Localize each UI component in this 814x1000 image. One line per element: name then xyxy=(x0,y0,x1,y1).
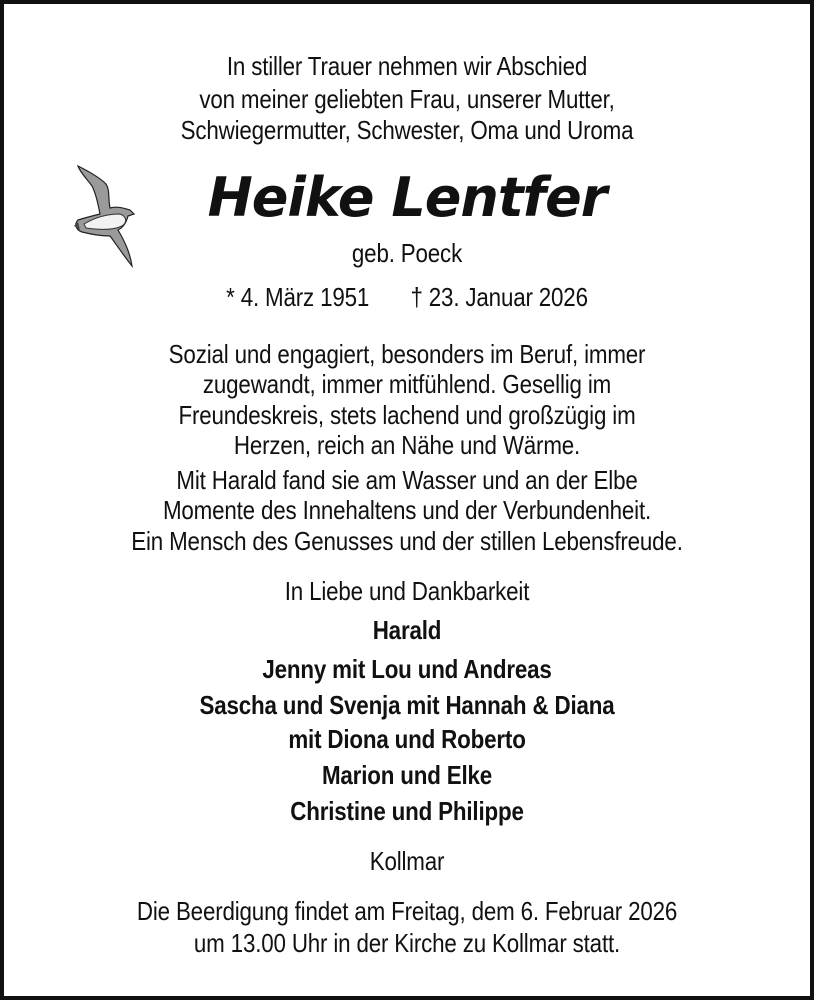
intro-line: In stiller Trauer nehmen wir Abschied xyxy=(226,51,588,81)
birth-date: * 4. März 1951 xyxy=(226,282,370,312)
tribute-line: Herzen, reich an Nähe und Wärme. xyxy=(233,430,581,460)
funeral-line: Die Beerdigung findet am Freitag, dem 6. Februar 2026 xyxy=(136,896,678,926)
mourner-line: Harald xyxy=(372,615,442,645)
mourner-line: Jenny mit Lou und Andreas xyxy=(262,654,552,684)
death-date: † 23. Januar 2026 xyxy=(410,282,588,312)
mourner-line: Sascha und Svenja mit Hannah & Diana xyxy=(199,690,615,720)
place: Kollmar xyxy=(369,846,445,876)
tribute-line: Ein Mensch des Genusses und der stillen Lebensfreude. xyxy=(131,526,683,556)
tribute-line: zugewandt, immer mitfühlend. Gesellig im xyxy=(202,369,612,399)
tribute-line: Freundeskreis, stets lachend und großzügig im xyxy=(178,400,636,430)
tribute-line: Momente des Innehaltens und der Verbundenheit. xyxy=(162,495,652,525)
intro-line: von meiner geliebten Frau, unserer Mutter, xyxy=(199,84,615,114)
life-dates xyxy=(60,282,753,313)
closing-phrase: In Liebe und Dankbarkeit xyxy=(284,576,530,606)
mourner-line: Christine und Philippe xyxy=(290,796,524,826)
mourner-line: mit Diona und Roberto xyxy=(288,724,526,754)
deceased-name: Heike Lentfer xyxy=(207,166,607,229)
tribute-line: Mit Harald fand sie am Wasser und an der Elbe xyxy=(176,465,638,495)
mourner-line: Marion und Elke xyxy=(321,760,493,790)
intro-line: Schwiegermutter, Schwester, Oma und Uroma xyxy=(180,115,634,145)
funeral-line: um 13.00 Uhr in der Kirche zu Kollmar statt. xyxy=(193,928,621,958)
birth-name: geb. Poeck xyxy=(351,238,463,268)
tribute-line: Sozial und engagiert, besonders im Beruf, immer xyxy=(168,339,646,369)
